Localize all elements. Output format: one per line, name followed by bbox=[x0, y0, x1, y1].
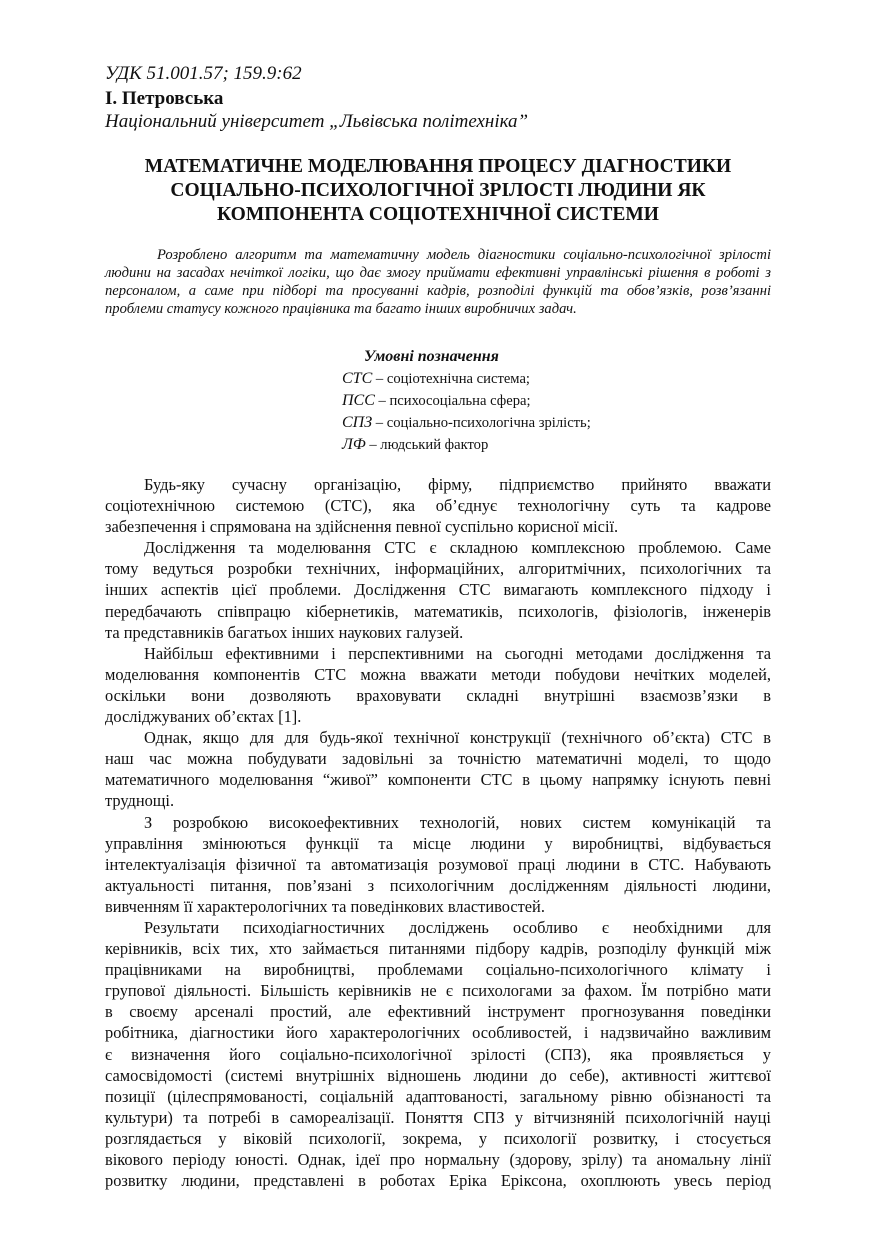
body-line: Результати психодіагностичних досліджень особливо є необхідними для bbox=[144, 917, 771, 937]
body-line: групової діяльності. Більшість керівників не є психологами за фахом. Їм потрібно мати bbox=[105, 981, 771, 1001]
notation-text: – людський фактор bbox=[365, 437, 489, 453]
body-line: Дослідження та моделювання СТС є складною комплексною проблемою. Саме bbox=[144, 538, 771, 558]
body-line: культури) та потребі в самореалізації. Поняття СПЗ у вітчизняній психологічній науці bbox=[105, 1107, 771, 1127]
body-line: інших аспектів цієї проблеми. Дослідження СТС вимагають комплексного підходу і bbox=[105, 580, 771, 600]
body-line: вивченням її характерологічних та поведінкових властивостей. bbox=[105, 896, 545, 916]
body-line: позиції (цілеспрямованості, соціальній адаптованості, загальному рівню обізнаності та bbox=[105, 1086, 771, 1106]
title-line: КОМПОНЕНТА СОЦІОТЕХНІЧНОЇ СИСТЕМИ bbox=[217, 204, 659, 225]
notation-abbr: ЛФ bbox=[342, 436, 366, 453]
notation-text: – соціально-психологічна зрілість; bbox=[372, 415, 591, 431]
body-line: труднощі. bbox=[105, 791, 175, 811]
body-line: актуальності питання, пов’язані з психологічним дослідженням діяльності людини, bbox=[105, 875, 771, 895]
body-line: самосвідомості (системі внутрішніх відношень людини до себе), активності життєвої bbox=[105, 1065, 771, 1085]
body-line: управління змінюються функції та місце людини у виробництві, відбувається bbox=[105, 833, 771, 853]
notation-item bbox=[342, 390, 591, 412]
title-line: МАТЕМАТИЧНЕ МОДЕЛЮВАННЯ ПРОЦЕСУ ДІАГНОСТИКИ bbox=[144, 156, 732, 177]
body-line: наш час можна побудувати задовільні за точністю математичні моделі, то щодо bbox=[105, 749, 771, 769]
body-line: робітника, діагностики його характерологічних особливостей, і надзвичайно важливим bbox=[105, 1023, 771, 1043]
body-line: в своєму арсеналі простий, але ефективний інструмент прогнозування поведінки bbox=[105, 1002, 771, 1022]
abstract-line: проблеми статусу кожного працівника та багато інших виробничих задач. bbox=[105, 301, 577, 317]
notation-text: – соціотехнічна система; bbox=[372, 371, 530, 387]
body-line: розглядається у віковій психології, зокрема, у психології розвитку, і стосується bbox=[105, 1128, 771, 1148]
body-text bbox=[105, 474, 771, 1191]
body-line: вікового періоду юності. Однак, ідеї про нормальну (здорову, зрілу) та аномальну лінії bbox=[105, 1150, 771, 1169]
body-line: тому ведуться розробки технічних, інформаційних, алгоритмічних, психологічних та bbox=[105, 559, 771, 579]
body-line: та представників багатьох інших наукових галузей. bbox=[105, 622, 464, 642]
abstract bbox=[105, 246, 771, 318]
body-line: є визначення його соціально-психологічної зрілості (СПЗ), яка проявляється у bbox=[105, 1044, 771, 1064]
author-name: І. Петровська bbox=[105, 88, 224, 109]
affiliation: Національний університет „Львівська політехніка” bbox=[105, 111, 529, 132]
abstract-line: Розроблено алгоритм та математичну модель діагностики соціально-психологічної зрілості bbox=[157, 247, 771, 263]
body-line: забезпечення і спрямована на здійснення певної суспільно корисної місії. bbox=[105, 517, 619, 537]
paper-title bbox=[100, 155, 776, 227]
body-line: З розробкою високоефективних технологій, нових систем комунікацій та bbox=[144, 812, 771, 832]
body-line: Найбільш ефективними і перспективними на сьогодні методами дослідження та bbox=[144, 643, 771, 663]
body-line: інтелектуалізація фізичної та автоматизація розумової праці людини в СТС. Набувають bbox=[105, 854, 771, 874]
notation-item bbox=[342, 368, 591, 390]
abstract-line: персоналом, а саме при підборі та просуванні кадрів, розподілі функцій та обов’язків, розв’язанні bbox=[105, 283, 771, 299]
body-line: соціотехнічною системою (СТС), яка об’єднує технологічну суть та кадрове bbox=[105, 496, 771, 516]
notation-item bbox=[342, 434, 591, 456]
body-line: передбачають співпрацю кібернетиків, математиків, психологів, фізіологів, інженерів bbox=[105, 601, 771, 621]
notation-item bbox=[342, 412, 591, 434]
body-line: досліджуваних об’єктах [1]. bbox=[105, 707, 302, 727]
udk-code: УДК 51.001.57; 159.9:62 bbox=[105, 63, 302, 84]
body-line: Будь-яку сучасну організацію, фірму, підприємство прийнято вважати bbox=[144, 475, 771, 494]
notation-text: – психосоціальна сфера; bbox=[374, 393, 531, 409]
notation-abbr: СПЗ bbox=[342, 414, 373, 431]
notation-abbr: ПСС bbox=[342, 392, 375, 409]
body-line: керівників, всіх тих, хто займається питаннями підбору кадрів, розподілу функцій між bbox=[105, 939, 771, 959]
body-line: працівниками на виробництві, проблемами соціально-психологічного клімату і bbox=[105, 960, 771, 980]
abstract-line: людини на засадах нечіткої логіки, що дає змогу приймати ефективні управлінські рішення в роботі з bbox=[105, 265, 771, 281]
body-line: розвитку людини, представлені в роботах Еріка Еріксона, охоплюють увесь період bbox=[105, 1171, 771, 1191]
notation-block bbox=[342, 346, 591, 456]
body-line: моделювання компонентів СТС можна вважати методи побудови нечітких моделей, bbox=[105, 664, 771, 684]
notation-abbr: СТС bbox=[342, 370, 373, 387]
body-line: Однак, якщо для для будь-якої технічної конструкції (технічного об’єкта) СТС в bbox=[144, 728, 771, 748]
body-line: оскільки вони дозволяють враховувати складні внутрішні взаємозв’язки в bbox=[105, 685, 771, 705]
notation-heading: Умовні позначення bbox=[364, 348, 499, 365]
title-line: СОЦІАЛЬНО-ПСИХОЛОГІЧНОЇ ЗРІЛОСТІ ЛЮДИНИ ЯК bbox=[170, 180, 706, 201]
body-line: математичного моделювання “живої” компоненти СТС в цьому напрямку існують певні bbox=[105, 770, 771, 790]
